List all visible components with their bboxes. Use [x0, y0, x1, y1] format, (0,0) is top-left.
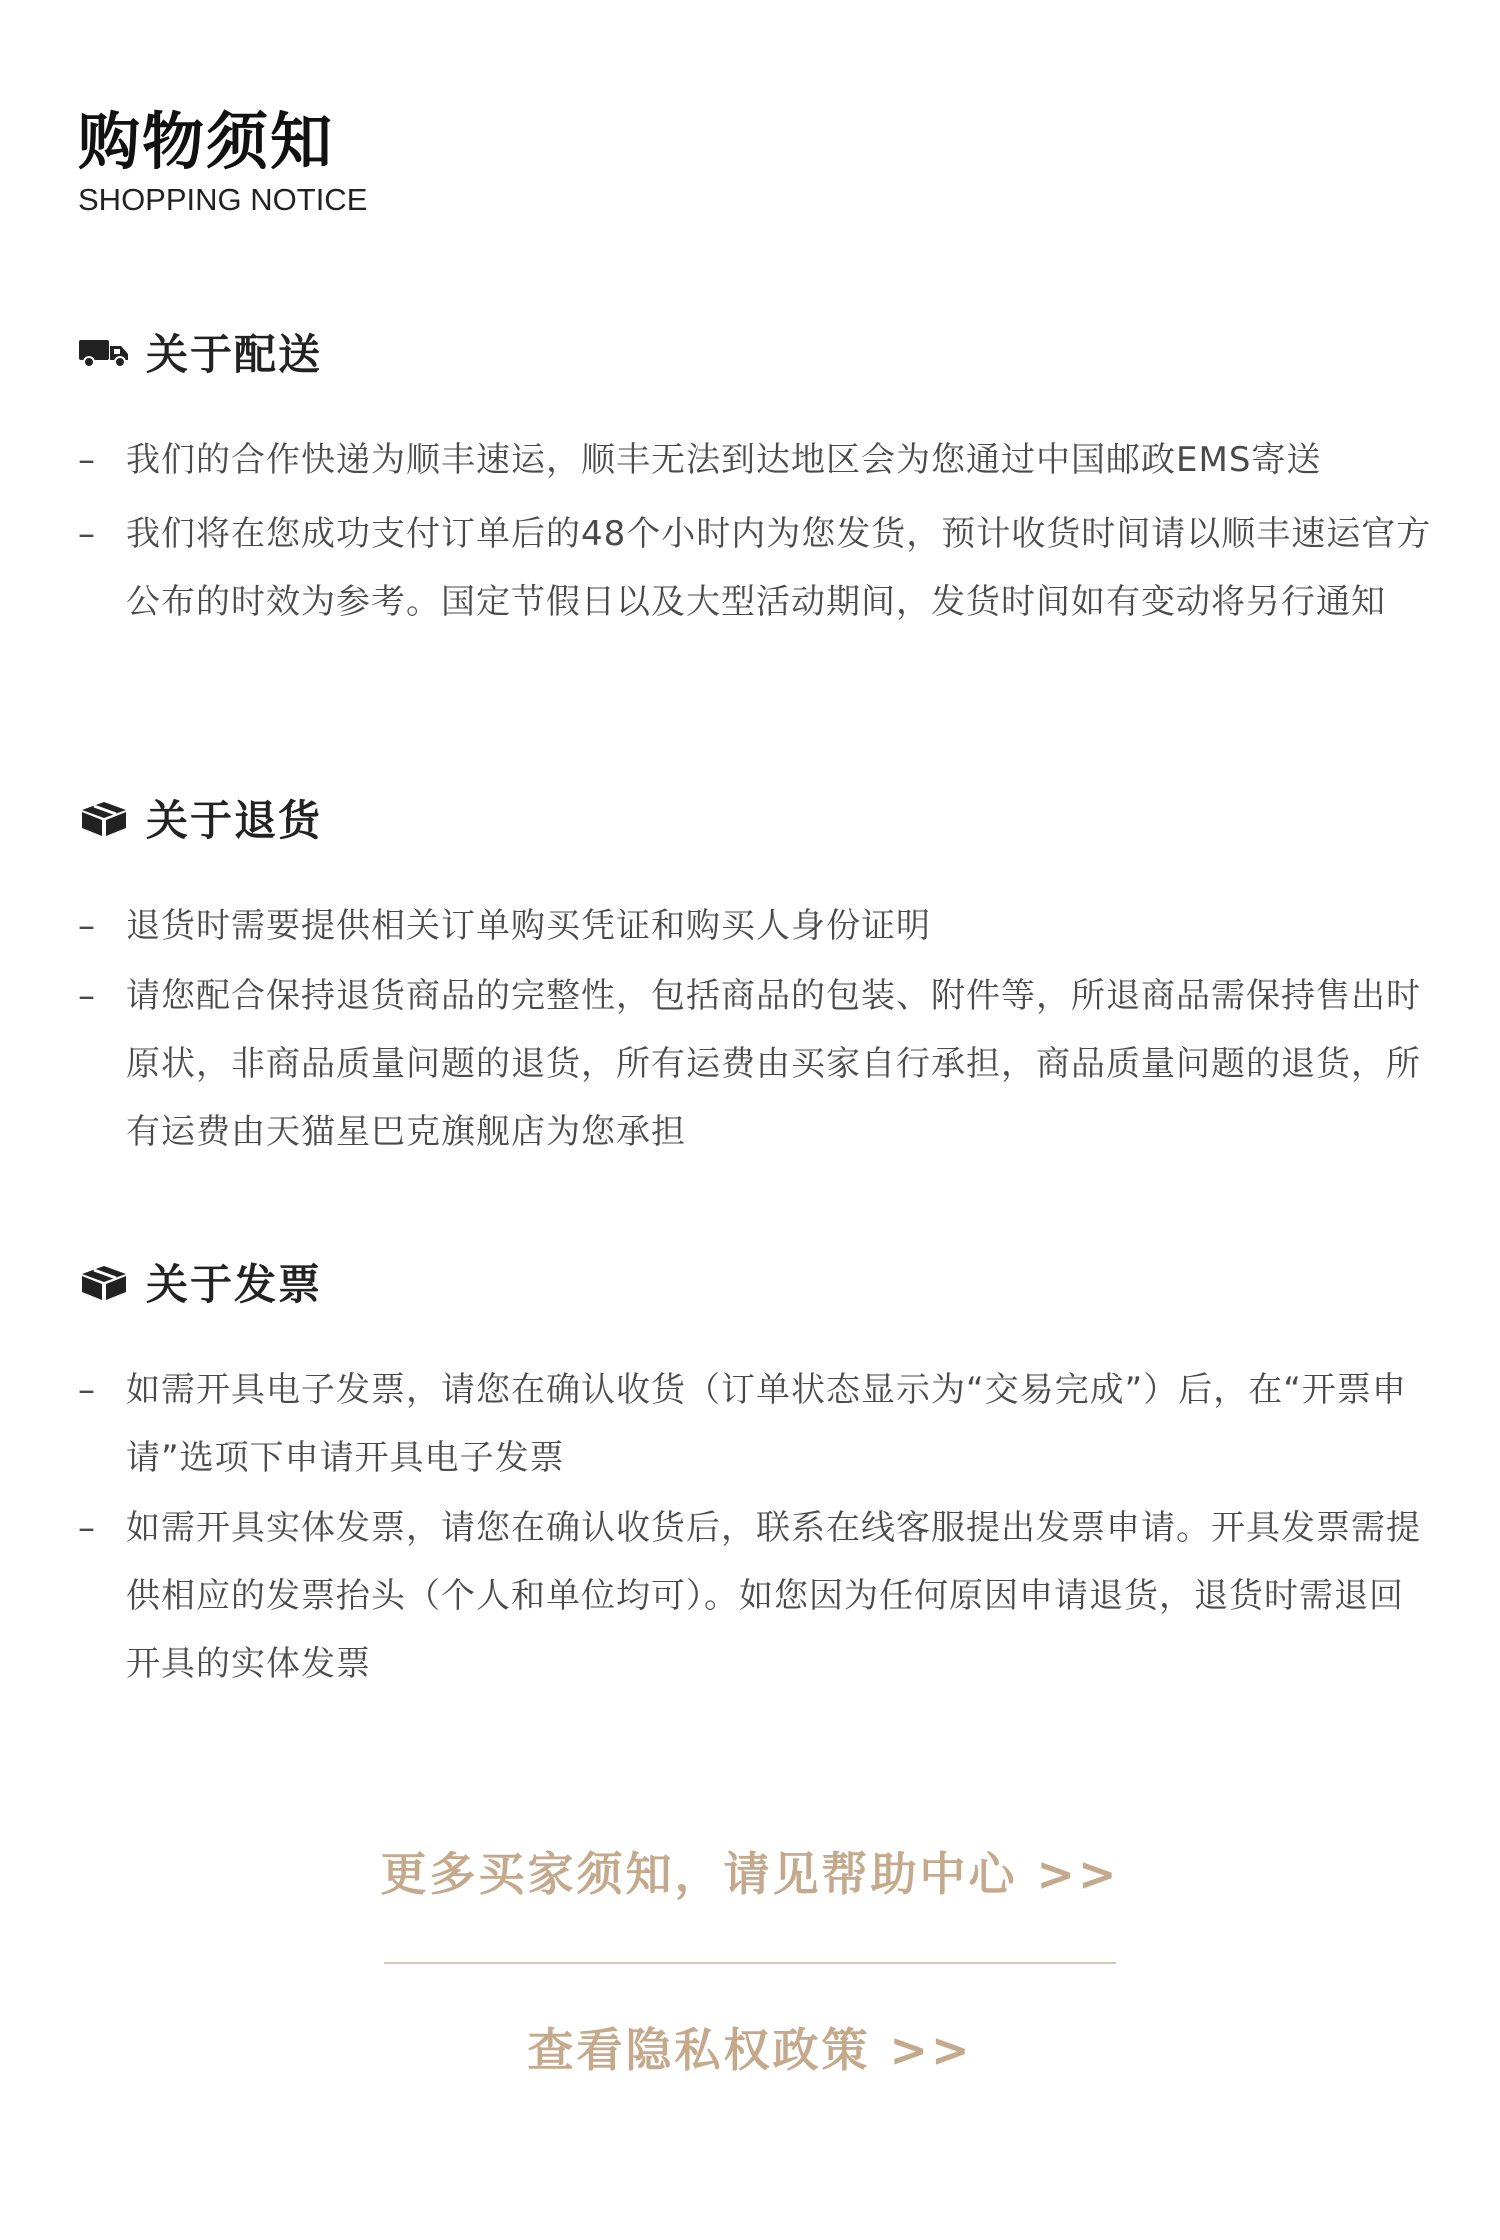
- list-item: [78, 1494, 1438, 1698]
- section-title: 关于发票: [146, 1260, 323, 1309]
- notice-list: [78, 426, 1438, 636]
- dash-marker: –: [78, 440, 96, 480]
- list-item: [78, 426, 1438, 494]
- page-header: [78, 105, 368, 218]
- package-icon: [78, 1262, 130, 1302]
- section-title: 关于退货: [146, 796, 323, 845]
- divider: [384, 1962, 1116, 1964]
- section-invoices: [78, 1252, 1438, 1714]
- section-heading: [78, 788, 1438, 848]
- section-returns: [78, 788, 1438, 1182]
- list-item: [78, 892, 1438, 960]
- notice-text: 请您配合保持退货商品的完整性，包括商品的包装、附件等，所退商品需保持售出时原状，非商品质量问题的退货，所有运费由买家自行承担，商品质量问题的退货，所有运费由天猫星巴克旗舰店为您承担: [126, 976, 1421, 1152]
- help-center-link[interactable]: 更多买家须知，请见帮助中心 >>: [380, 1847, 1120, 1901]
- section-delivery: [78, 322, 1438, 652]
- list-item: [78, 1356, 1438, 1492]
- section-title: 关于配送: [146, 330, 323, 379]
- notice-text: 我们的合作快递为顺丰速运，顺丰无法到达地区会为您通过中国邮政EMS寄送: [126, 440, 1322, 480]
- notice-list: [78, 1356, 1438, 1698]
- package-icon: [78, 798, 130, 838]
- dash-marker: –: [78, 906, 96, 946]
- notice-text: 退货时需要提供相关订单购买凭证和购买人身份证明: [126, 906, 931, 946]
- truck-icon: [78, 332, 130, 372]
- privacy-policy-link[interactable]: 查看隐私权政策 >>: [527, 2023, 973, 2077]
- list-item: [78, 962, 1438, 1166]
- dash-marker: –: [78, 514, 96, 554]
- notice-text: 我们将在您成功支付订单后的48个小时内为您发货，预计收货时间请以顺丰速运官方公布的时效为参考。国定节假日以及大型活动期间，发货时间如有变动将另行通知: [126, 514, 1432, 622]
- page-title: 购物须知: [78, 105, 335, 178]
- notice-text: 如需开具实体发票，请您在确认收货后，联系在线客服提出发票申请。开具发票需提供相应的发票抬头（个人和单位均可）。如您因为任何原因申请退货，退货时需退回开具的实体发票: [126, 1508, 1421, 1684]
- section-heading: [78, 1252, 1438, 1312]
- dash-marker: –: [78, 1508, 96, 1548]
- page-subtitle: SHOPPING NOTICE: [78, 182, 368, 218]
- notice-list: [78, 892, 1438, 1166]
- list-item: [78, 500, 1438, 636]
- dash-marker: –: [78, 1370, 96, 1410]
- dash-marker: –: [78, 976, 96, 1016]
- section-heading: [78, 322, 1438, 382]
- notice-text: 如需开具电子发票，请您在确认收货（订单状态显示为“交易完成”）后，在“开票申请”选项下申请开具电子发票: [126, 1370, 1407, 1478]
